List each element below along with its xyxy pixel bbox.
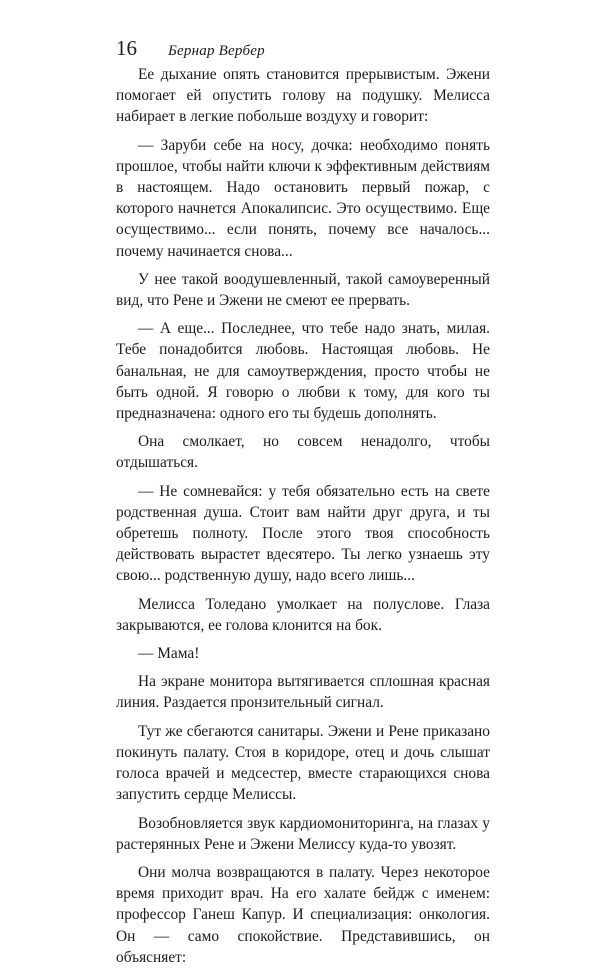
page-number: 16 [116, 36, 137, 60]
paragraph: — Не сомневайся: у тебя обязательно есть на свете родственная душа. Стоит вам найти друг друга, и ты обретешь полноту. После этого твоя способность действовать вырастет вдесятеро. Ты легко узнаешь эту свою... родственную душу, надо всего лишь... [116, 482, 490, 585]
paragraph: Возобновляется звук кардиомониторинга, на глазах у растерянных Рене и Эжени Мелиссу куда-то увозят. [116, 814, 490, 853]
paragraph: Ее дыхание опять становится прерывистым. Эжени помогает ей опустить голову на подушку. Мелисса набирает в легкие побольше воздуху и говорит: [116, 66, 490, 126]
paragraph: На экране монитора вытягивается сплошная красная линия. Раздается пронзительный сигнал. [116, 673, 490, 712]
paragraph: Тут же сбегаются санитары. Эжени и Рене приказано покинуть палату. Стоя в коридоре, отец и дочь слышат голоса врачей и медсестер, вместе старающихся снова запустить сердце Мелиссы. [116, 722, 490, 804]
paragraph: — А еще... Последнее, что тебе надо знать, милая. Тебе понадобится любовь. Настоящая любовь. Не банальная, не для самоутверждения, просто чтобы не быть одной. Я говорю о любви к тому, для кого ты предназначена: одного его ты будешь дополнять. [116, 320, 490, 423]
body-text [116, 64, 490, 975]
paragraph: Она смолкает, но совсем ненадолго, чтобы отдышаться. [116, 433, 490, 472]
running-header [116, 36, 265, 61]
paragraph: — Заруби себе на носу, дочка: необходимо понять прошлое, чтобы найти ключи к эффективным действиям в настоящем. Надо остановить первый пожар, с которого начнется Апокалипсис. Это осуществимо. Еще осуществимо... если понять, почему все началось... почему начинается снова... [116, 136, 490, 260]
paragraph: У нее такой воодушевленный, такой самоуверенный вид, что Рене и Эжени не смеют ее прервать. [116, 270, 490, 310]
paragraph: Мелисса Толедано умолкает на полуслове. Глаза закрываются, ее голова клонится на бок. [116, 595, 490, 634]
paragraph: Они молча возвращаются в палату. Через некоторое время приходит врач. На его халате бейдж с именем: профессор Ганеш Капур. И специализация: онкология. Он — само спокойствие. Представившись, он объясняет: [116, 863, 490, 966]
paragraph: — Мама! [138, 645, 200, 663]
author-name: Бернар Вербер [168, 43, 265, 59]
